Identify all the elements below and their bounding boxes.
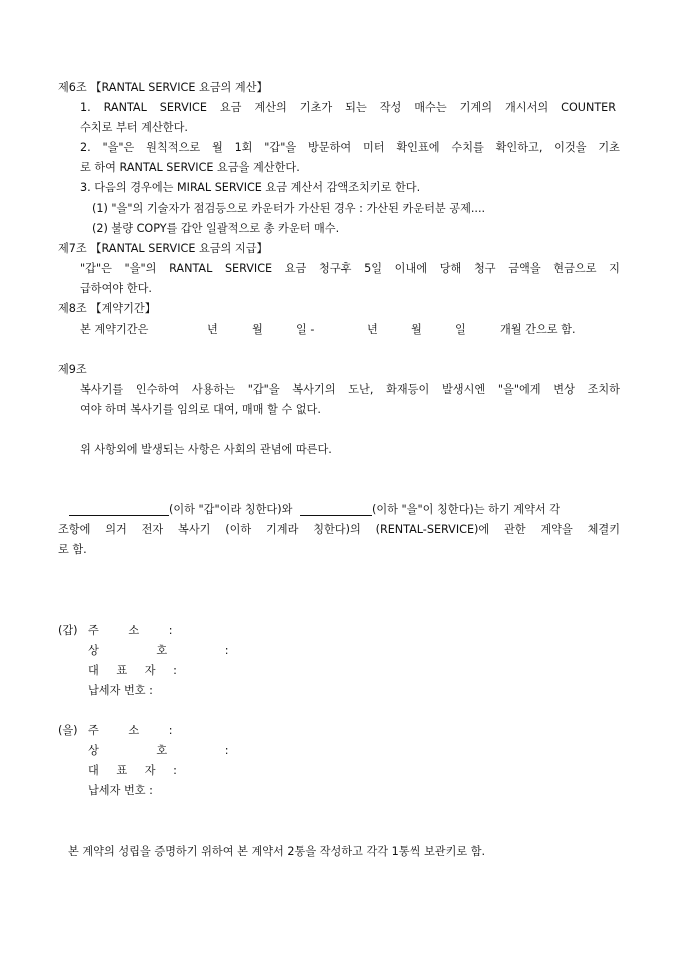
article-7-line-2: 급하여야 한다. (80, 282, 152, 295)
period-start-year-label: 년 (207, 323, 218, 336)
agreement-line-3: 로 함. (58, 543, 87, 556)
article-6-item-1-line-2: 수치로 부터 계산한다. (80, 121, 188, 134)
contract-period-lead: 본 계약기간은 (80, 323, 149, 336)
party-b-company-label: 상 호 : (88, 744, 229, 757)
article-6-item-3: 3. 다음의 경우에는 MIRAL SERVICE 요금 계산서 감액조치키로 한다. (80, 181, 421, 194)
party-a-ceo-label: 대 표 자 : (88, 664, 177, 677)
period-start-day-label: 일 - (296, 323, 315, 336)
party-b-taxno-label: 납세자 번호 : (88, 784, 153, 797)
article-9-line-1: 복사기를 인수하여 사용하는 "갑"을 복사기의 도난, 화재등이 발생시엔 "을"에게 변상 조치하 (80, 383, 620, 396)
period-start-month-label: 월 (252, 323, 263, 336)
agreement-line-1 (58, 500, 560, 520)
period-months-text: 개월 간으로 함. (500, 323, 576, 336)
closing-statement: 본 계약의 성립을 증명하기 위하여 본 계약서 2통을 작성하고 각각 1통씩 보관키로 함. (68, 845, 486, 858)
article-9-title: 제9조 (58, 363, 87, 376)
general-note: 위 사항외에 발생되는 사항은 사회의 관념에 따른다. (80, 443, 332, 456)
party-b-ceo-label: 대 표 자 : (88, 764, 177, 777)
party-b-address-label: 주 소 : (88, 724, 173, 737)
article-6-title: 제6조 【RANTAL SERVICE 요금의 계산】 (58, 81, 268, 94)
article-7-title: 제7조 【RANTAL SERVICE 요금의 지급】 (58, 242, 268, 255)
period-end-year-label: 년 (367, 323, 378, 336)
article-6-item-2-line-1: 2. "을"은 원칙적으로 월 1회 "갑"을 방문하여 미터 확인표에 수치를 확인하고, 이것을 기초 (80, 141, 620, 154)
article-6-item-2-line-2: 로 하여 RANTAL SERVICE 요금을 계산한다. (80, 161, 300, 174)
party-a-taxno-label: 납세자 번호 : (88, 684, 153, 697)
party-a-company-label: 상 호 : (88, 644, 229, 657)
period-end-day-label: 일 (455, 323, 466, 336)
article-6-subitem-2: (2) 불량 COPY를 갑안 일괄적으로 총 카운터 매수. (92, 222, 340, 235)
period-end-month-label: 월 (411, 323, 422, 336)
party-a-address-label: 주 소 : (88, 624, 173, 637)
article-7-line-1: "갑"은 "을"의 RANTAL SERVICE 요금 청구후 5일 이내에 당해 청구 금액을 현금으로 지 (80, 262, 620, 275)
article-6-item-1-line-1: 1. RANTAL SERVICE 요금 계산의 기초가 되는 작성 매수는 기계의 개시서의 COUNTER (80, 101, 616, 114)
agreement-line-2: 조항에 의거 전자 복사기 (이하 기계라 칭한다)의 (RENTAL-SERVICE)에 관한 계약을 체결키 (58, 523, 620, 536)
article-8-title: 제8조 【계약기간】 (58, 302, 156, 315)
party-b-tag: (을) (58, 724, 78, 737)
agreement-text-part-1: (이하 "갑"이라 칭한다)와 (169, 503, 293, 516)
party-b-name-blank (300, 502, 372, 516)
party-a-tag: (갑) (58, 624, 78, 637)
article-9-line-2: 여야 하며 복사기를 임의로 대여, 매매 할 수 없다. (80, 403, 321, 416)
party-a-name-blank (69, 502, 169, 516)
agreement-text-part-2: (이하 "을"이 칭한다)는 하기 계약서 각 (371, 503, 561, 516)
article-6-subitem-1: (1) "을"의 기술자가 점검등으로 카운터가 가산된 경우 : 가산된 카운터분 공제.... (92, 202, 486, 215)
